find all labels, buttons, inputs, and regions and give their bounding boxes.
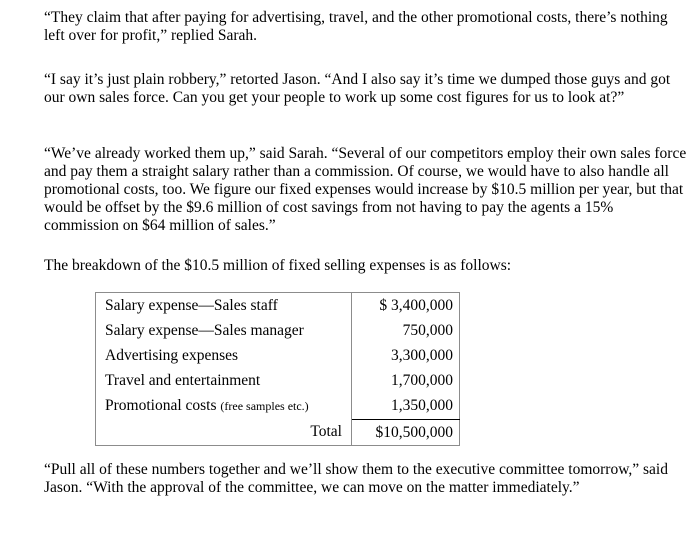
paragraph-sarah-cost-figures: “We’ve already worked them up,” said Sarah. “Several of our competitors employ their own sales force and pay them a straight salary rather than a commission. Of course, we would have to also handle all promotional costs, too. We figure our fixed expenses would increase by $10.5 million per year, but that would be offset by the $9.6 million of cost savings from not having to pay the agents a 15% commission on $64 million of sales.” <box>44 145 687 234</box>
expense-label: Salary expense—Sales manager <box>96 318 352 343</box>
expense-amount: 3,300,000 <box>352 343 460 368</box>
expense-amount: 750,000 <box>352 318 460 343</box>
expense-note: (free samples etc.) <box>220 399 309 413</box>
table-row <box>96 393 460 419</box>
table-row <box>96 293 460 319</box>
expense-label: Advertising expenses <box>96 343 352 368</box>
expense-amount: 1,350,000 <box>352 393 460 419</box>
expense-label: Promotional costs <box>105 397 221 414</box>
table-row <box>96 318 460 343</box>
total-row <box>96 419 460 445</box>
expense-amount: $ 3,400,000 <box>352 293 460 319</box>
expense-label: Salary expense—Sales staff <box>96 293 352 319</box>
expense-label-cell <box>96 393 352 419</box>
total-label: Total <box>96 419 352 445</box>
table-row <box>96 343 460 368</box>
expense-amount: 1,700,000 <box>352 368 460 393</box>
paragraph-sarah-reply: “They claim that after paying for advertising, travel, and the other promotional costs, there’s nothing left over for profit,” replied Sarah. <box>44 9 668 44</box>
paragraph-breakdown-intro: The breakdown of the $10.5 million of fixed selling expenses is as follows: <box>44 257 512 274</box>
fixed-selling-expenses-table <box>95 292 460 446</box>
expense-label: Travel and entertainment <box>96 368 352 393</box>
table-row <box>96 368 460 393</box>
paragraph-jason-retort: “I say it’s just plain robbery,” retorted Jason. “And I also say it’s time we dumped those guys and got our own sales force. Can you get your people to work up some cost figures for us to look at?” <box>44 71 671 106</box>
paragraph-jason-conclusion: “Pull all of these numbers together and we’ll show them to the executive committee tomorrow,” said Jason. “With the approval of the committee, we can move on the matter immediately.” <box>44 461 668 496</box>
total-amount: $10,500,000 <box>352 419 460 445</box>
